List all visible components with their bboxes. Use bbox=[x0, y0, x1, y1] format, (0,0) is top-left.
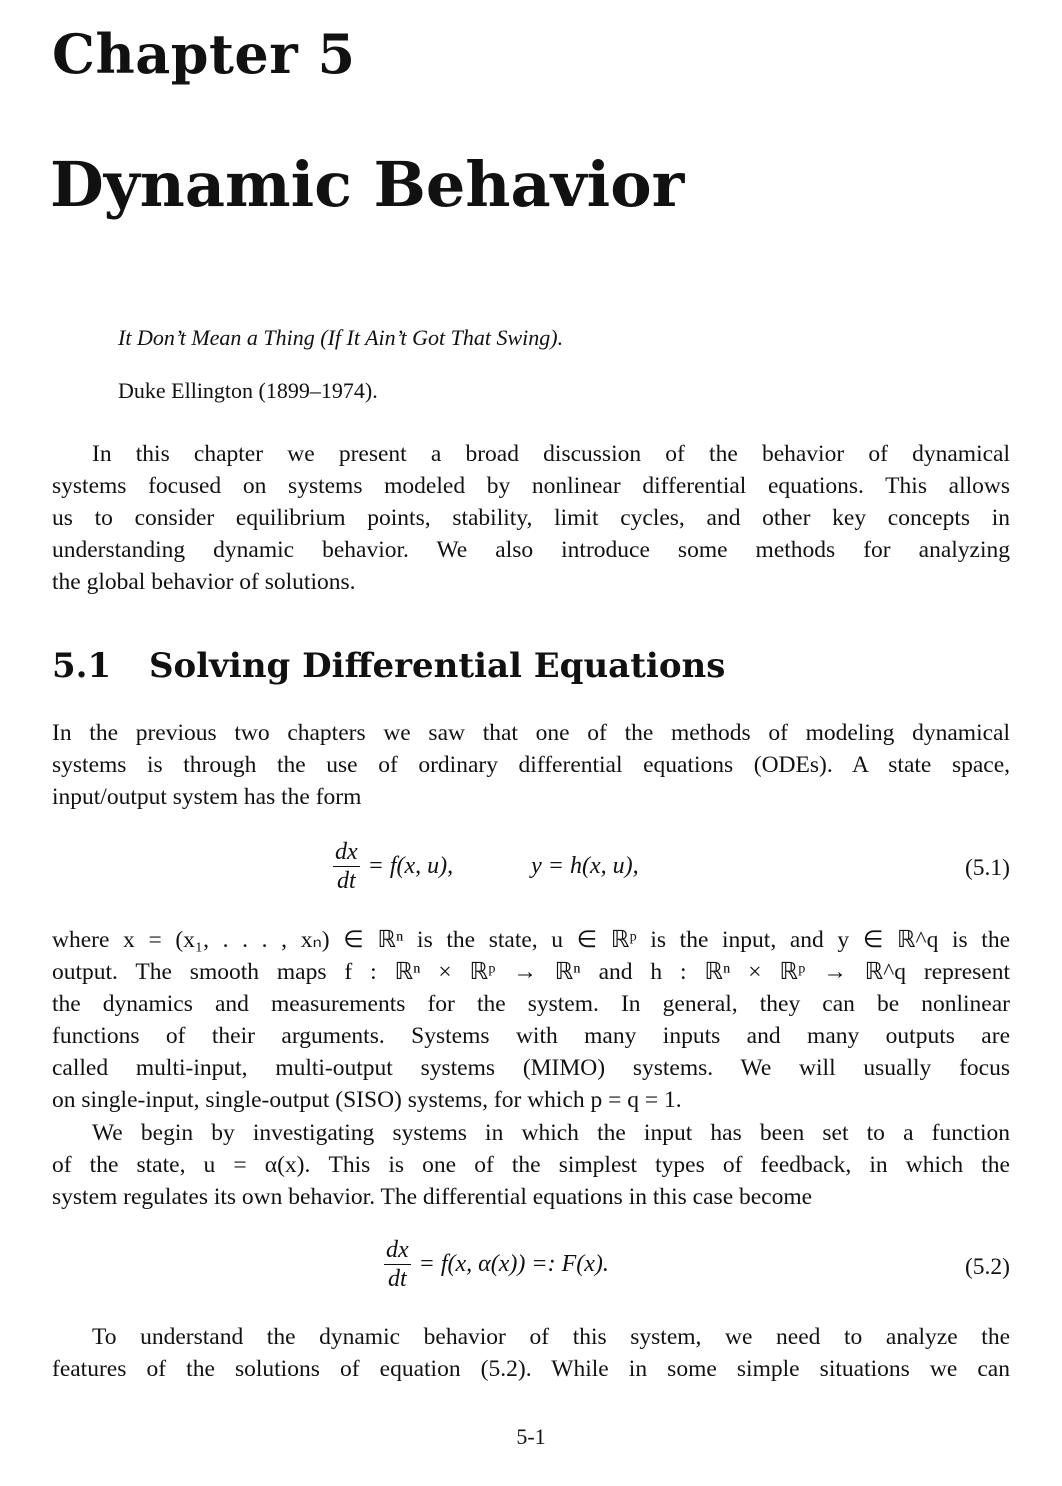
equation-rhs: = f(x, α(x)) =: F(x). bbox=[418, 1251, 609, 1278]
section-number: 5.1 bbox=[52, 646, 112, 686]
equation-number: (5.2) bbox=[964, 1254, 1010, 1280]
text-line: system regulates its own behavior. The differential equations in this case become bbox=[52, 1184, 813, 1210]
section-title: Solving Differential Equations bbox=[149, 646, 726, 686]
text-line: of the state, u = α(x). This is one of the simplest types of feedback, in which the bbox=[52, 1152, 1010, 1178]
page-number: 5-1 bbox=[516, 1424, 546, 1449]
text-line: In the previous two chapters we saw that one of the methods of modeling dynamical bbox=[52, 720, 1010, 746]
text-line: features of the solutions of equation (5.2). While in some simple situations we can bbox=[52, 1356, 1010, 1382]
text-line: input/output system has the form bbox=[52, 784, 362, 810]
chapter-label: Chapter 5 bbox=[52, 22, 356, 86]
equation-number: (5.1) bbox=[964, 855, 1010, 881]
text-line: the dynamics and measurements for the system. In general, they can be nonlinear bbox=[52, 991, 1010, 1017]
fraction-numerator: dx bbox=[386, 1237, 409, 1263]
text-line: output. The smooth maps f : ℝⁿ × ℝᵖ → ℝⁿ and h : ℝⁿ × ℝᵖ → ℝ^q represent bbox=[52, 959, 1010, 985]
fraction-denominator: dt bbox=[336, 868, 356, 895]
section-heading bbox=[52, 646, 725, 686]
text-line: called multi-input, multi-output systems (MIMO) systems. We will usually focus bbox=[52, 1055, 1010, 1081]
text-line: understanding dynamic behavior. We also introduce some methods for analyzing bbox=[52, 537, 1010, 563]
fraction-denominator: dt bbox=[387, 1266, 407, 1293]
derivative-fraction bbox=[384, 1236, 411, 1293]
epigraph-quote: It Don’t Mean a Thing (If It Ain’t Got That Swing). bbox=[118, 325, 564, 350]
equation-5-1 bbox=[333, 838, 639, 895]
equation-5-2 bbox=[384, 1236, 609, 1293]
text-line: We begin by investigating systems in which the input has been set to a function bbox=[92, 1120, 1010, 1146]
text-line: systems focused on systems modeled by nonlinear differential equations. This allows bbox=[52, 473, 1010, 499]
equation-output: y = h(x, u), bbox=[531, 853, 639, 880]
text-line: In this chapter we present a broad discussion of the behavior of dynamical bbox=[92, 441, 1010, 467]
derivative-fraction bbox=[333, 838, 360, 895]
text-line: us to consider equilibrium points, stability, limit cycles, and other key concepts in bbox=[52, 505, 1010, 531]
text-line: To understand the dynamic behavior of this system, we need to analyze the bbox=[92, 1324, 1010, 1350]
text-line: where x = (x₁, . . . , xₙ) ∈ ℝⁿ is the state, u ∈ ℝᵖ is the input, and y ∈ ℝ^q is the bbox=[52, 927, 1010, 953]
chapter-title: Dynamic Behavior bbox=[50, 148, 685, 221]
text-line: the global behavior of solutions. bbox=[52, 569, 356, 595]
text-line: on single-input, single-output (SISO) systems, for which p = q = 1. bbox=[52, 1087, 682, 1113]
fraction-numerator: dx bbox=[335, 839, 358, 865]
text-line: functions of their arguments. Systems with many inputs and many outputs are bbox=[52, 1023, 1010, 1049]
text-line: systems is through the use of ordinary differential equations (ODEs). A state space, bbox=[52, 752, 1010, 778]
equation-rhs: = f(x, u), bbox=[367, 853, 454, 880]
epigraph-attribution: Duke Ellington (1899–1974). bbox=[118, 378, 378, 403]
